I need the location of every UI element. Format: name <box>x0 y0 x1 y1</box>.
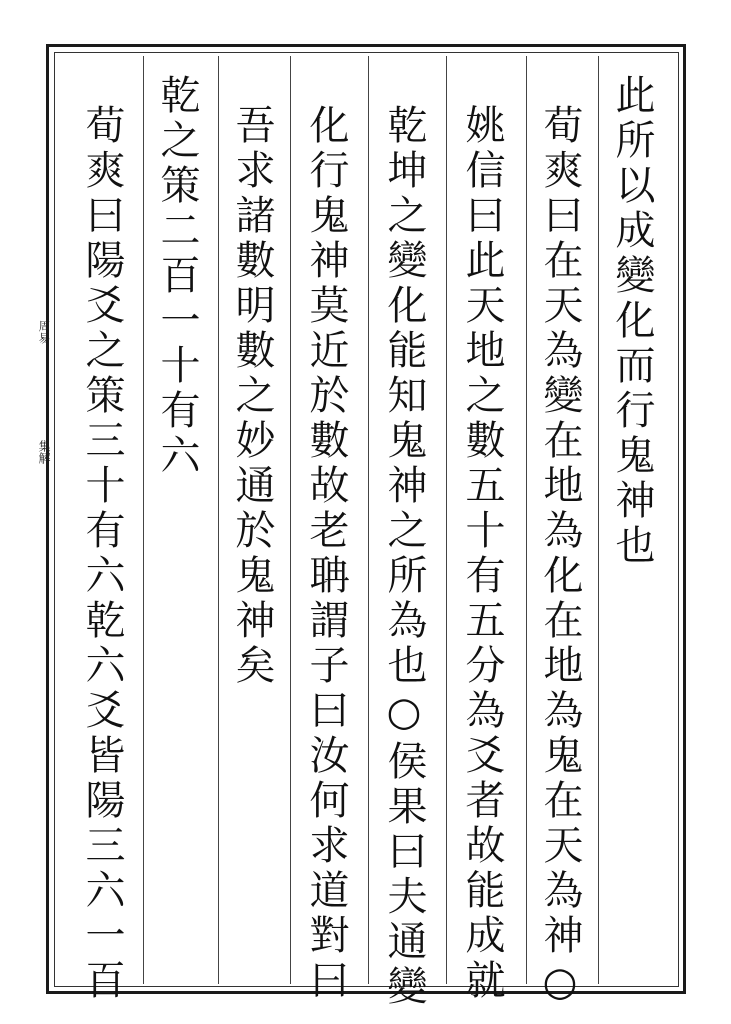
text-column-4: 乾坤之變化能知鬼神之所為也○侯果曰夫通變 <box>381 104 427 1010</box>
column-rule <box>598 56 599 984</box>
column-rule <box>446 56 447 984</box>
text-column-6: 吾求諸數明數之妙通於鬼神矣 <box>229 104 275 689</box>
text-column-3: 姚信曰此天地之數五十有五分為爻者故能成就 <box>459 104 505 1004</box>
column-rule <box>368 56 369 984</box>
text-column-2: 荀爽曰在天為變在地為化在地為鬼在天為神○ <box>537 104 583 1010</box>
column-rule <box>143 56 144 984</box>
column-rule <box>290 56 291 984</box>
text-column-8: 荀爽曰陽爻之策三十有六乾六爻皆陽三六一百 <box>79 104 125 1004</box>
text-column-7: 乾之策二百一十有六 <box>154 74 200 479</box>
page-border-inner <box>54 52 679 987</box>
column-rule <box>526 56 527 984</box>
spine-title-mark: 周易 <box>37 320 51 344</box>
spine-subtitle-mark: 集解 <box>37 440 51 464</box>
text-column-1: 此所以成變化而行鬼神也 <box>609 74 655 569</box>
text-column-5: 化行鬼神莫近於數故老聃謂子曰汝何求道對曰 <box>303 104 349 1004</box>
column-rule <box>218 56 219 984</box>
